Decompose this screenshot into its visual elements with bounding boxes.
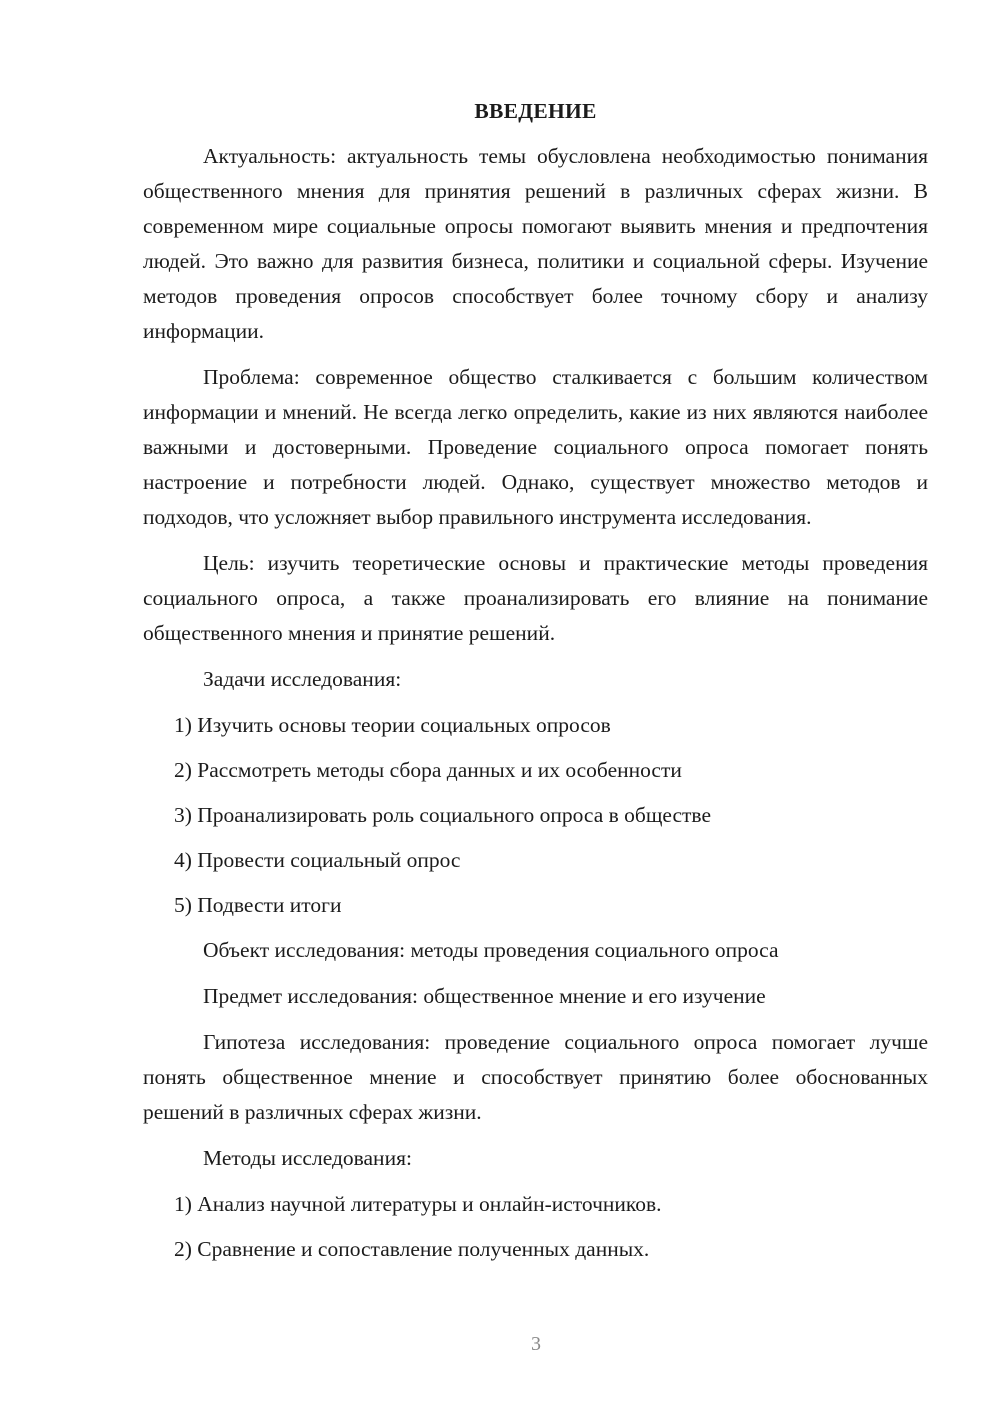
list-item: 3) Проанализировать роль социального опроса в обществе: [174, 803, 711, 827]
page-content: [143, 94, 928, 1277]
problem-paragraph: Проблема: современное общество сталкивается с большим количеством информации и мнений. Не всегда легко определить, какие из них являются наиболее важными и достоверными. Проведение социального опроса помогает понять настроение и потребности людей. Однако, существует множество методов и подходов, что усложняет выбор правильного инструмента исследования.: [143, 365, 928, 529]
goal-paragraph: Цель: изучить теоретические основы и практические методы проведения социального опроса, а также проанализировать его влияние на понимание общественного мнения и принятие решений.: [143, 551, 928, 645]
list-item: 2) Рассмотреть методы сбора данных и их особенности: [174, 758, 682, 782]
list-item: 5) Подвести итоги: [174, 893, 342, 917]
methods-list: [143, 1187, 928, 1267]
list-item: 4) Провести социальный опрос: [174, 848, 461, 872]
list-item: 2) Сравнение и сопоставление полученных данных.: [174, 1237, 650, 1261]
subject-line: Предмет исследования: общественное мнение и его изучение: [203, 984, 766, 1008]
object-line: Объект исследования: методы проведения социального опроса: [203, 938, 779, 962]
hypothesis-paragraph: Гипотеза исследования: проведение социального опроса помогает лучше понять общественное мнение и способствует принятию более обоснованных решений в различных сферах жизни.: [143, 1030, 928, 1124]
tasks-list: [143, 708, 928, 923]
methods-label: Методы исследования:: [203, 1146, 412, 1170]
tasks-label: Задачи исследования:: [203, 667, 402, 691]
relevance-paragraph: Актуальность: актуальность темы обусловлена необходимостью понимания общественного мнения для принятия решений в различных сферах жизни. В современном мире социальные опросы помогают выявить мнения и предпочтения людей. Это важно для развития бизнеса, политики и социальной сферы. Изучение методов проведения опросов способствует более точному сбору и анализу информации.: [143, 144, 928, 343]
list-item: 1) Изучить основы теории социальных опросов: [174, 713, 611, 737]
list-item: 1) Анализ научной литературы и онлайн-источников.: [174, 1192, 662, 1216]
page-number: 3: [531, 1333, 541, 1355]
section-title: ВВЕДЕНИЕ: [474, 99, 597, 123]
